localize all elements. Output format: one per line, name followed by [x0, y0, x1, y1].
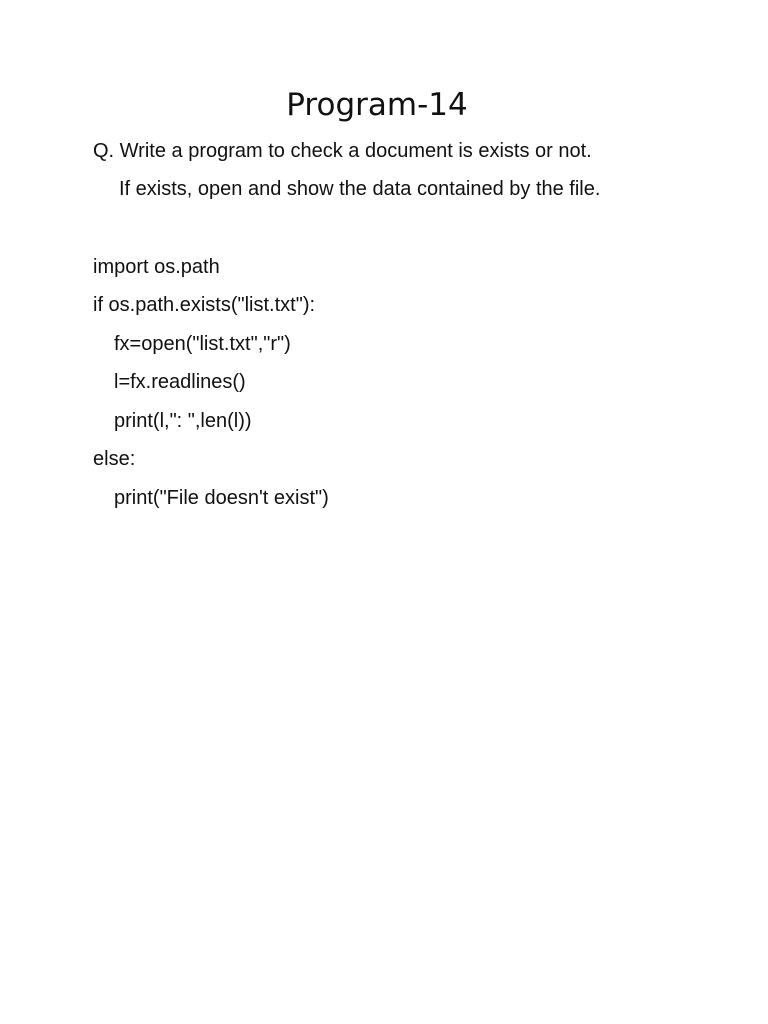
- code-line-else: else:: [93, 448, 136, 470]
- code-line-import: import os.path: [93, 256, 220, 278]
- code-line-readlines: l=fx.readlines(): [114, 371, 246, 393]
- code-line-print-lines: print(l,": ",len(l)): [114, 410, 252, 432]
- page-title: Program-14: [286, 87, 468, 123]
- code-line-open: fx=open("list.txt","r"): [114, 333, 291, 355]
- code-line-print-missing: print("File doesn't exist"): [114, 487, 329, 509]
- question-line-1: Q. Write a program to check a document is exists or not.: [93, 140, 592, 162]
- question-line-2: If exists, open and show the data contained by the file.: [119, 178, 601, 200]
- code-line-if: if os.path.exists("list.txt"):: [93, 294, 316, 316]
